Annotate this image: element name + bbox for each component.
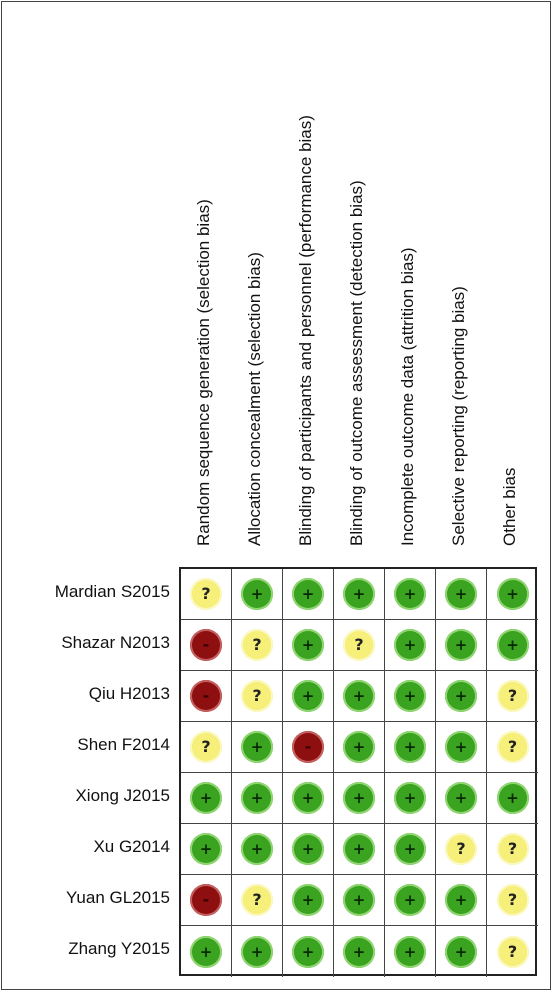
table-cell xyxy=(181,824,232,875)
low-risk-mark: + xyxy=(445,578,477,610)
table-cell xyxy=(436,824,487,875)
study-label: Shazar N2013 xyxy=(61,633,170,652)
study-label: Yuan GL2015 xyxy=(66,888,170,907)
risk-of-bias-grid xyxy=(179,567,537,976)
table-cell xyxy=(283,875,334,926)
table-cell xyxy=(181,569,232,620)
low-risk-mark: + xyxy=(497,782,529,814)
study-label: Qiu H2013 xyxy=(88,684,170,703)
study-label: Xu G2014 xyxy=(93,837,170,856)
table-cell xyxy=(232,824,283,875)
low-risk-mark: + xyxy=(343,731,375,763)
low-risk-mark: + xyxy=(343,936,375,968)
low-risk-mark: + xyxy=(343,833,375,865)
low-risk-mark: + xyxy=(190,936,222,968)
low-risk-mark: + xyxy=(394,578,426,610)
low-risk-mark: + xyxy=(292,578,324,610)
table-cell xyxy=(334,671,385,722)
table-cell xyxy=(385,875,436,926)
low-risk-mark: + xyxy=(241,833,273,865)
column-header-label: Random sequence generation (selection bias) xyxy=(193,199,213,546)
column-header-label: Blinding of outcome assessment (detection bias) xyxy=(346,180,366,546)
low-risk-mark: + xyxy=(394,833,426,865)
table-cell xyxy=(181,926,232,977)
table-cell xyxy=(487,824,538,875)
high-risk-mark: - xyxy=(292,731,324,763)
table-cell xyxy=(487,722,538,773)
column-header-label: Allocation concealment (selection bias) xyxy=(244,252,264,546)
table-cell xyxy=(283,824,334,875)
column-header xyxy=(484,2,535,562)
low-risk-mark: + xyxy=(445,629,477,661)
low-risk-mark: + xyxy=(292,782,324,814)
table-cell xyxy=(232,671,283,722)
low-risk-mark: + xyxy=(190,833,222,865)
table-cell xyxy=(487,773,538,824)
table-cell xyxy=(334,722,385,773)
table-cell xyxy=(385,569,436,620)
high-risk-mark: - xyxy=(190,680,222,712)
table-cell xyxy=(385,926,436,977)
unclear-risk-mark: ? xyxy=(497,884,529,916)
low-risk-mark: + xyxy=(394,731,426,763)
unclear-risk-mark: ? xyxy=(497,936,529,968)
risk-of-bias-figure xyxy=(1,1,551,990)
table-cell xyxy=(436,569,487,620)
column-header-label: Other bias xyxy=(499,467,519,546)
column-header xyxy=(331,2,382,562)
table-cell xyxy=(385,671,436,722)
column-header-label: Selective reporting (reporting bias) xyxy=(448,286,468,546)
column-header xyxy=(280,2,331,562)
table-cell xyxy=(487,926,538,977)
unclear-risk-mark: ? xyxy=(241,680,273,712)
unclear-risk-mark: ? xyxy=(241,884,273,916)
column-header xyxy=(178,2,229,562)
low-risk-mark: + xyxy=(445,884,477,916)
low-risk-mark: + xyxy=(241,782,273,814)
low-risk-mark: + xyxy=(343,884,375,916)
low-risk-mark: + xyxy=(343,782,375,814)
unclear-risk-mark: ? xyxy=(241,629,273,661)
unclear-risk-mark: ? xyxy=(497,680,529,712)
low-risk-mark: + xyxy=(394,629,426,661)
column-header-label: Blinding of participants and personnel (performance bias) xyxy=(295,115,315,546)
table-cell xyxy=(334,824,385,875)
high-risk-mark: - xyxy=(190,884,222,916)
study-label: Shen F2014 xyxy=(77,735,170,754)
table-cell xyxy=(232,569,283,620)
column-header-label: Incomplete outcome data (attrition bias) xyxy=(397,247,417,546)
study-label: Xiong J2015 xyxy=(75,786,170,805)
low-risk-mark: + xyxy=(343,680,375,712)
low-risk-mark: + xyxy=(445,782,477,814)
table-cell xyxy=(334,569,385,620)
table-cell xyxy=(487,671,538,722)
table-cell xyxy=(232,875,283,926)
low-risk-mark: + xyxy=(292,629,324,661)
table-cell xyxy=(436,773,487,824)
table-cell xyxy=(385,722,436,773)
low-risk-mark: + xyxy=(394,936,426,968)
unclear-risk-mark: ? xyxy=(343,629,375,661)
low-risk-mark: + xyxy=(497,629,529,661)
table-cell xyxy=(436,620,487,671)
study-label: Mardian S2015 xyxy=(54,582,170,601)
table-cell xyxy=(283,722,334,773)
low-risk-mark: + xyxy=(292,833,324,865)
table-cell xyxy=(232,773,283,824)
unclear-risk-mark: ? xyxy=(497,833,529,865)
low-risk-mark: + xyxy=(241,578,273,610)
table-cell xyxy=(436,671,487,722)
table-cell xyxy=(181,671,232,722)
low-risk-mark: + xyxy=(497,578,529,610)
unclear-risk-mark: ? xyxy=(190,578,222,610)
low-risk-mark: + xyxy=(343,578,375,610)
low-risk-mark: + xyxy=(394,782,426,814)
table-cell xyxy=(436,926,487,977)
high-risk-mark: - xyxy=(190,629,222,661)
table-cell xyxy=(181,773,232,824)
table-cell xyxy=(334,875,385,926)
unclear-risk-mark: ? xyxy=(190,731,222,763)
table-cell xyxy=(334,620,385,671)
table-cell xyxy=(385,620,436,671)
low-risk-mark: + xyxy=(445,680,477,712)
low-risk-mark: + xyxy=(394,680,426,712)
table-cell xyxy=(334,773,385,824)
table-cell xyxy=(181,722,232,773)
low-risk-mark: + xyxy=(292,680,324,712)
low-risk-mark: + xyxy=(241,936,273,968)
column-header xyxy=(382,2,433,562)
table-cell xyxy=(232,722,283,773)
column-header xyxy=(433,2,484,562)
unclear-risk-mark: ? xyxy=(497,731,529,763)
column-header xyxy=(229,2,280,562)
table-cell xyxy=(487,569,538,620)
table-cell xyxy=(436,722,487,773)
table-cell xyxy=(487,620,538,671)
table-cell xyxy=(232,926,283,977)
table-cell xyxy=(487,875,538,926)
unclear-risk-mark: ? xyxy=(445,833,477,865)
table-cell xyxy=(283,671,334,722)
table-cell xyxy=(385,824,436,875)
table-cell xyxy=(436,875,487,926)
table-cell xyxy=(283,569,334,620)
table-cell xyxy=(283,926,334,977)
low-risk-mark: + xyxy=(394,884,426,916)
table-cell xyxy=(181,620,232,671)
low-risk-mark: + xyxy=(292,884,324,916)
study-label: Zhang Y2015 xyxy=(68,939,170,958)
low-risk-mark: + xyxy=(292,936,324,968)
table-cell xyxy=(283,620,334,671)
table-cell xyxy=(283,773,334,824)
table-cell xyxy=(334,926,385,977)
table-cell xyxy=(181,875,232,926)
low-risk-mark: + xyxy=(445,936,477,968)
table-cell xyxy=(385,773,436,824)
low-risk-mark: + xyxy=(445,731,477,763)
low-risk-mark: + xyxy=(190,782,222,814)
low-risk-mark: + xyxy=(241,731,273,763)
table-cell xyxy=(232,620,283,671)
